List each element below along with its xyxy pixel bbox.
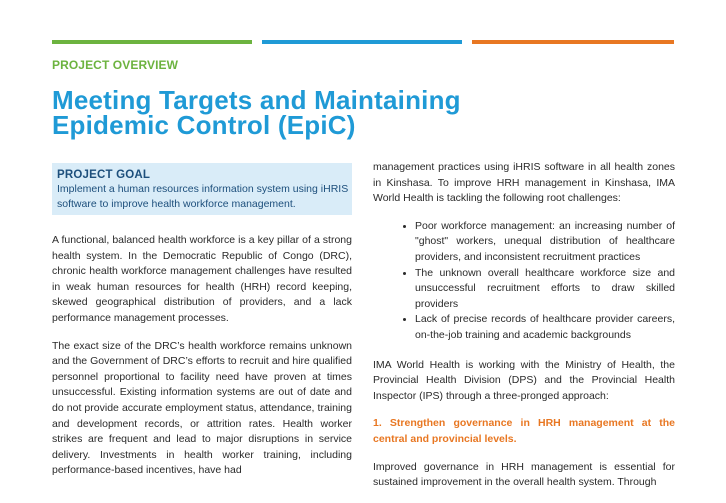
project-goal-heading: PROJECT GOAL [57, 169, 151, 181]
approach-paragraph: IMA World Health is working with the Ministry of Health, the Provincial Health Division (DPS) and the Provincial Health Inspector (IPS) through a three-pronged approach: [373, 358, 675, 402]
challenges-list [373, 219, 675, 344]
project-goal-box [52, 163, 352, 215]
left-column [52, 233, 352, 491]
page-title-line-1: Meeting Targets and Maintaining [52, 85, 461, 115]
blue-accent-bar [262, 40, 462, 44]
list-item: • The unknown overall healthcare workforce size and unsuccessful recruitment efforts to draw skilled providers [415, 266, 675, 313]
project-goal-text: Implement a human resources information system using iHRIS software to improve health workforce management. [57, 183, 349, 210]
list-item: • Poor workforce management: an increasing number of "ghost" workers, unequal distribution of healthcare providers, and inconsistent recruitment practices [415, 219, 675, 266]
orange-accent-bar [472, 40, 674, 44]
green-accent-bar [52, 40, 252, 44]
list-item: • Lack of precise records of healthcare provider careers, on-the-job training and academic backgrounds [415, 312, 675, 343]
right-column [373, 160, 675, 503]
body-paragraph: A functional, balanced health workforce is a key pillar of a strong health system. In the Democratic Republic of Congo (DRC), chronic health workforce management challenges have resulted in weak human resources for health (HRH) record keeping, skewed geographical distribution of providers, and a lack performance management processes. [52, 234, 352, 324]
continued-paragraph: management practices using iHRIS software in all health zones in Kinshasa. To improve HRH management in Kinshasa, IMA World Health is tackling the following root challenges: [373, 161, 675, 205]
section-label: PROJECT OVERVIEW [52, 58, 179, 72]
approach-heading: 1. Strengthen governance in HRH management at the central and provincial levels. [373, 417, 675, 445]
page-title [52, 85, 672, 140]
body-paragraph: The exact size of the DRC’s health workforce remains unknown and the Government of DRC’s efforts to recruit and hire qualified personnel proportional to facility need have proven at times unsuccessful. Existing information systems are out of date and do not provide accurate employment status, attendance, training and development records, or attrition rates. Health worker strikes are frequent and lead to major disruptions in service delivery. Investments in health worker training, including performance-based incentives, have had [52, 339, 352, 477]
page-title-line-2: Epidemic Control (EpiC) [52, 110, 356, 140]
closing-paragraph: Improved governance in HRH management is essential for sustained improvement in the overall health system. Through [373, 460, 675, 489]
